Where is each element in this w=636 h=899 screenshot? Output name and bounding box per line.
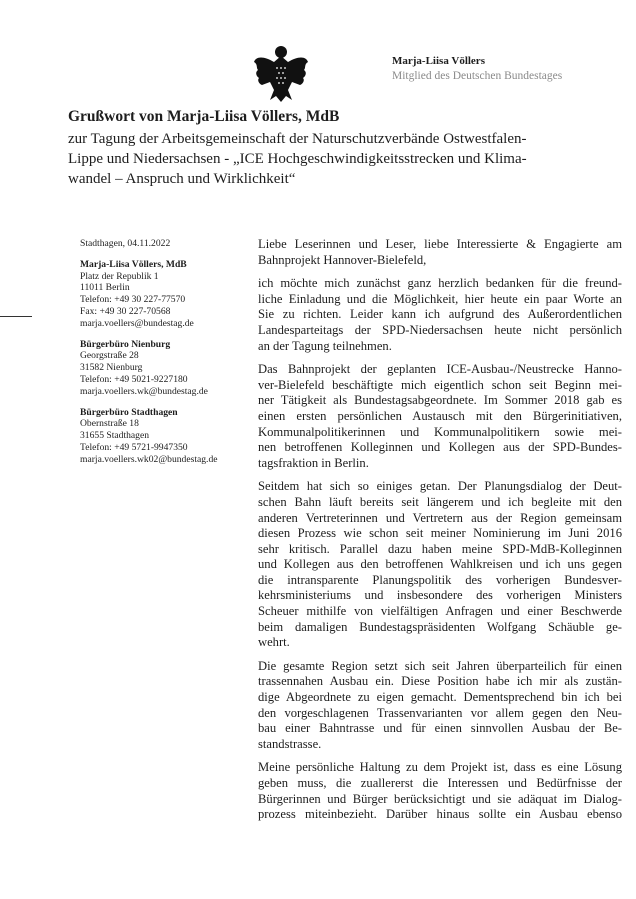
- address-line: Fax: +49 30 227-70568: [80, 305, 171, 317]
- paragraph: [258, 479, 622, 651]
- address-line: 11011 Berlin: [80, 282, 130, 294]
- text-line: ner Tätigkeit als Bundestagsabgeordnete. Im Sommer 2018 gab es: [258, 393, 622, 408]
- text-line: ich möchte mich zunächst ganz herzlich bedanken für die freund-: [258, 276, 622, 291]
- text-line: schen Bahn läuft bereits seit längerem und ich begleite mit den: [258, 494, 622, 509]
- document-subtitle: [68, 129, 568, 189]
- document-title: Grußwort von Marja-Liisa Völlers, MdB: [68, 108, 340, 125]
- email-address: marja.voellers.wk@bundestag.de: [80, 385, 208, 397]
- text-line: Liebe Leserinnen und Leser, liebe Interessierte & Engagierte am: [258, 237, 622, 251]
- address-line: Telefon: +49 5021-9227180: [80, 373, 188, 385]
- text-line: und Kollegen aus den betroffenen Wahlkreisen und ich uns gegen: [258, 557, 622, 572]
- text-line: trassennahen Ausbau ein. Diese Position habe ich mir als zustän-: [258, 674, 622, 689]
- text-line: sehr kritisch. Parallel dazu haben meine SPD-MdB-Kolleginnen: [258, 541, 622, 556]
- text-line: ver-Bielefeld beschäftigte mich eigentlich schon seit Beginn mei-: [258, 377, 622, 392]
- text-line: Landesparteitags der SPD-Niedersachsen heute nicht persönlich: [258, 322, 622, 337]
- address-line: Telefon: +49 30 227-77570: [80, 294, 186, 306]
- text-line: diesen Prozess wie schon seit meiner Nominierung im Juni 2016: [258, 526, 622, 541]
- paragraph: [258, 276, 622, 354]
- text-line: standstrasse.: [258, 736, 322, 751]
- paragraph: [258, 760, 622, 822]
- text-line: tagsfraktion in Berlin.: [258, 455, 369, 470]
- letter-body: [258, 237, 622, 831]
- address-line: Platz der Republik 1: [80, 270, 159, 282]
- sender-sidebar: [80, 238, 250, 475]
- text-line: einen ersten persönlichen Austausch mit den Bürgerinitiativen,: [258, 408, 622, 423]
- text-line: den vorgeschlagenen Trassenvarianten vor allem gegen den Neu-: [258, 705, 622, 720]
- address-block: [80, 259, 250, 330]
- address-line: Obernstraße 18: [80, 418, 139, 430]
- address-line: 31582 Nienburg: [80, 362, 143, 374]
- text-line: beim damaligen Bundestagspräsidenten Wolfgang Schäuble ge-: [258, 619, 622, 634]
- header-member-subtitle: Mitglied des Deutschen Bundestages: [392, 70, 563, 82]
- text-line: wehrt.: [258, 635, 290, 650]
- address-heading: Marja-Liisa Völlers, MdB: [80, 258, 187, 270]
- text-line: Kommunalpolitikerinnen und Kommunalpolitikern sowie mei-: [258, 424, 622, 439]
- paragraph: [258, 362, 622, 471]
- text-line: Seitdem hat sich so einiges getan. Der Planungsdialog der Deut-: [258, 479, 622, 494]
- text-line: bau einer Bahntrasse und für einen sinnvollen Ausbau der Be-: [258, 721, 622, 736]
- text-line: liche Einladung und die Möglichkeit, hier heute ein paar Worte an: [258, 291, 622, 306]
- address-block: [80, 339, 250, 398]
- text-line: Die gesamte Region setzt sich seit Jahren überparteilich für einen: [258, 658, 622, 673]
- address-block: [80, 407, 250, 466]
- email-address: marja.voellers.wk02@bundestag.de: [80, 453, 218, 465]
- text-line: anderen Vertreterinnen und Vertretern aus der Region gemeinsam: [258, 510, 622, 525]
- text-line: Bahnprojekt Hannover-Bielefeld,: [258, 252, 427, 267]
- letter-date: Stadthagen, 04.11.2022: [80, 238, 171, 249]
- email-address: marja.voellers@bundestag.de: [80, 317, 194, 329]
- text-line: an der Tagung teilnehmen.: [258, 338, 392, 353]
- text-line: geben muss, die zuallererst die Interessen und Bedürfnisse der: [258, 776, 622, 790]
- address-heading: Bürgerbüro Stadthagen: [80, 406, 178, 418]
- paragraph: [258, 237, 622, 268]
- text-line: prozess miteinbezieht. Darüber hinaus sollte ein Ausbau ebenso: [258, 807, 622, 822]
- text-line: Scheuer mithilfe von vielfältigen Anfragen und einer Beschwerde: [258, 604, 622, 619]
- text-line: nen betroffenen Kolleginnen und Kollegen aus der SPD-Bundes-: [258, 440, 622, 455]
- text-line: kehrsministeriums und insbesondere des vorherigen Ministers: [258, 588, 622, 603]
- text-line: Bürgerinnen und Bürger berücksichtigt und sie adäquat im Dialog-: [258, 791, 622, 806]
- address-line: Telefon: +49 5721-9947350: [80, 441, 188, 453]
- address-line: Georgstraße 28: [80, 350, 139, 362]
- subtitle-line: Lippe und Niedersachsen - „ICE Hochgeschwindigkeitsstrecken und Klima-: [68, 151, 527, 167]
- federal-eagle-logo: [252, 42, 310, 104]
- text-line: Das Bahnprojekt der geplanten ICE-Ausbau-/Neustrecke Hanno-: [258, 362, 622, 377]
- text-line: Meine persönliche Haltung zu dem Projekt ist, dass es eine Lösung: [258, 760, 622, 775]
- fold-mark: [0, 316, 32, 317]
- address-line: 31655 Stadthagen: [80, 430, 150, 442]
- subtitle-line: wandel – Anspruch und Wirklichkeit“: [68, 171, 296, 187]
- header-member-name: Marja-Liisa Völlers: [392, 55, 485, 67]
- subtitle-line: zur Tagung der Arbeitsgemeinschaft der Naturschutzverbände Ostwestfalen-: [68, 131, 527, 147]
- text-line: dige Abgeordnete zu eigen gemacht. Dementsprechend bin ich bei: [258, 690, 622, 705]
- text-line: die intransparente Planungspolitik des vorherigen Bundesver-: [258, 572, 622, 587]
- address-heading: Bürgerbüro Nienburg: [80, 338, 171, 350]
- paragraph: [258, 659, 622, 753]
- text-line: Sie zu richten. Leider kann ich aufgrund des Außerordentlichen: [258, 307, 622, 322]
